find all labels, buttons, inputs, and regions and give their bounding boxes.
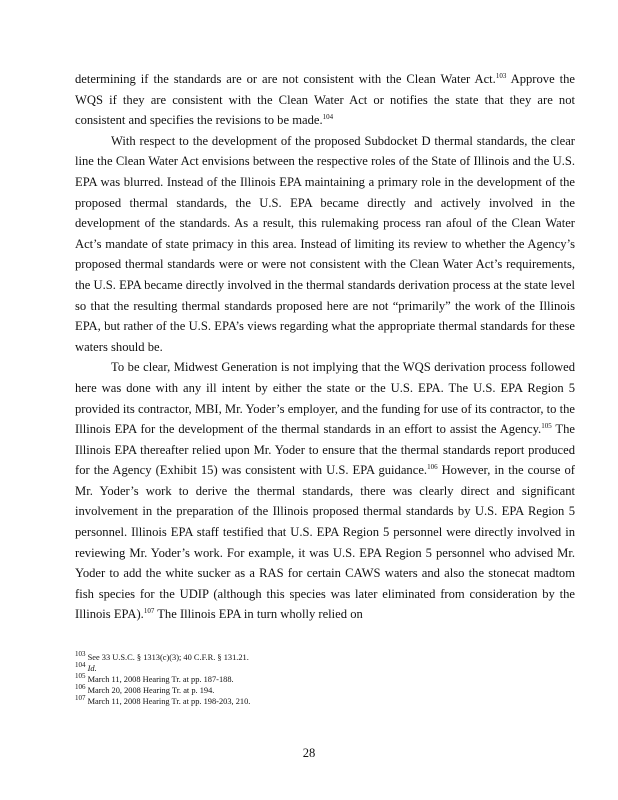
footnote-ref-104: 104	[322, 113, 334, 121]
footnote-ref-106: 106	[427, 463, 438, 472]
footnote-text: March 20, 2008 Hearing Tr. at p. 194.	[85, 686, 215, 695]
paragraph-3-text-a: To be clear, Midwest Generation is not implying that the WQS derivation process followed here was done with any ill intent by either the state or the U.S. EPA. The U.S. EPA Region 5 provided its contractor, MBI, Mr. Yoder’s employer, and the funding for use of its contractor, to the Illinois EPA for the development of the thermal standards in an effort to assist the Agency.	[75, 360, 575, 437]
paragraph-3-text-b: The Illinois EPA thereafter relied upon Mr. Yoder to ensure that the thermal standards report produced for the Agency (Exhibit 15) was consistent with U.S. EPA guidance.	[75, 422, 575, 478]
footnote-ref-107: 107	[143, 607, 155, 616]
footnote-number: 103	[75, 650, 86, 659]
paragraph-3-text-d: The Illinois EPA in turn wholly relied on	[154, 607, 363, 622]
body-text	[75, 69, 575, 625]
footnote-text: March 11, 2008 Hearing Tr. at pp. 198-203, 210.	[85, 697, 251, 706]
paragraph-1	[75, 69, 575, 131]
footnote-ref-103: 103	[495, 71, 507, 80]
page-number: 28	[302, 746, 316, 760]
footnote	[75, 685, 575, 696]
footnote-text: See 33 U.S.C. § 1313(c)(3); 40 C.F.R. § 131.21.	[85, 653, 249, 662]
paragraph-2: With respect to the development of the proposed Subdocket D thermal standards, the clear line the Clean Water Act envisions between the respective roles of the State of Illinois and the U.S. EPA was blurred. Instead of the Illinois EPA maintaining a primary role in the development of the proposed thermal standards, the U.S. EPA became directly and actively involved in the development of the standards. As a result, this rulemaking process ran afoul of the Clean Water Act’s mandate of state primacy in this area. Instead of limiting its review to whether the Agency’s proposed thermal standards were or were not consistent with the Clean Water Act’s requirements, the U.S. EPA became directly involved in the thermal standards derivation process at the state level so that the resulting thermal standards proposed here are not “primarily” the work of the Illinois EPA, but rather of the U.S. EPA’s views regarding what the appropriate thermal standards for these waters should be.	[75, 133, 575, 354]
paragraph-3-text-c: However, in the course of Mr. Yoder’s work to derive the thermal standards, there was clearly direct and significant involvement in the preparation of the Illinois proposed thermal standards by U.S. EPA Region 5 personnel. Illinois EPA staff testified that U.S. EPA Region 5 personnel were directly involved in reviewing Mr. Yoder’s work. For example, it was U.S. EPA Region 5 personnel who advised Mr. Yoder to add the white sucker as a RAS for certain CAWS waters and also the stonecat madtom fish species for the UDIP (although this species was later eliminated from consideration by the Illinois EPA).	[75, 463, 575, 622]
footnote-number: 105	[75, 672, 86, 681]
footnote	[75, 663, 575, 674]
footnote	[75, 674, 575, 685]
paragraph-3	[75, 357, 575, 625]
footnote	[75, 652, 575, 663]
footnote-text: March 11, 2008 Hearing Tr. at pp. 187-188.	[85, 675, 234, 684]
footnote-ref-105: 105	[541, 421, 552, 430]
paragraph-1-text-a: determining if the standards are or are not consistent with the Clean Water Act.	[75, 72, 496, 86]
footnote-text: Id.	[85, 664, 97, 673]
footnote-number: 106	[75, 683, 86, 692]
paragraph-1-text-b: Approve the WQS if they are consistent with the Clean Water Act or notifies the state that they are not consistent and specifies the revisions to be made.	[75, 72, 575, 128]
footnote-number: 107	[75, 694, 86, 703]
footnote	[75, 696, 575, 707]
footnote-number: 104	[75, 661, 86, 670]
footnotes	[75, 652, 575, 707]
